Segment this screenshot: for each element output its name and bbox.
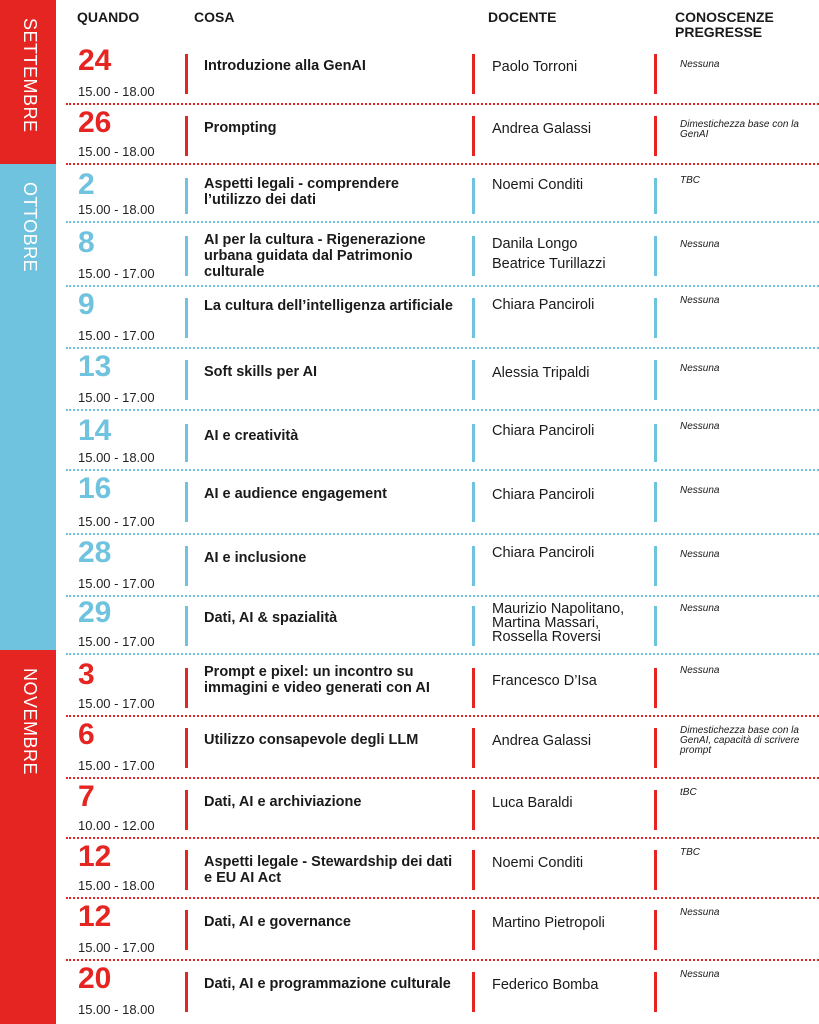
- session-teacher: [492, 422, 642, 440]
- session-prerequisites: Nessuna: [680, 907, 720, 918]
- teacher-name: Rossella Roversi: [492, 629, 601, 645]
- column-separator: [654, 668, 657, 708]
- session-row: [0, 288, 819, 348]
- session-row: [0, 44, 819, 104]
- column-separator: [472, 790, 475, 830]
- column-separator: [185, 606, 188, 646]
- session-day: 16: [78, 472, 112, 505]
- column-separator: [654, 728, 657, 768]
- session-time: 15.00 - 17.00: [78, 266, 155, 281]
- session-day: 6: [78, 718, 95, 751]
- column-separator: [654, 482, 657, 522]
- session-time: 15.00 - 18.00: [78, 84, 155, 99]
- session-row: [0, 658, 819, 716]
- session-day: 8: [78, 226, 95, 259]
- session-prerequisites: Nessuna: [680, 363, 720, 374]
- session-day: 28: [78, 536, 112, 569]
- session-prerequisites: Nessuna: [680, 603, 720, 614]
- session-teacher: [492, 602, 642, 644]
- session-topic: Soft skills per AI: [204, 364, 318, 380]
- session-row: [0, 718, 819, 778]
- teacher-name: Noemi Conditi: [492, 855, 584, 871]
- session-row: [0, 780, 819, 838]
- row-divider: [66, 959, 819, 961]
- row-divider: [66, 347, 819, 349]
- session-topic: La cultura dell’intelligenza artificiale: [204, 298, 453, 314]
- session-prerequisites: Nessuna: [680, 665, 720, 676]
- column-separator: [654, 606, 657, 646]
- session-row: [0, 840, 819, 898]
- session-prerequisites: Dimestichezza base con la GenAI: [680, 119, 799, 140]
- teacher-name: Chiara Panciroli: [492, 545, 595, 561]
- session-day: 26: [78, 106, 112, 139]
- session-teacher: [492, 732, 642, 750]
- column-separator: [654, 972, 657, 1012]
- column-separator: [654, 236, 657, 276]
- session-topic: AI e creatività: [204, 428, 299, 444]
- session-topic: Utilizzo consapevole degli LLM: [204, 732, 419, 748]
- session-prerequisites: Nessuna: [680, 239, 720, 250]
- session-day: 9: [78, 288, 95, 321]
- session-row: [0, 900, 819, 960]
- column-separator: [185, 910, 188, 950]
- session-prerequisites: Nessuna: [680, 549, 720, 560]
- row-divider: [66, 897, 819, 899]
- session-time: 15.00 - 18.00: [78, 144, 155, 159]
- column-separator: [185, 850, 188, 890]
- column-separator: [654, 910, 657, 950]
- column-separator: [185, 236, 188, 276]
- session-time: 15.00 - 17.00: [78, 576, 155, 591]
- session-prerequisites: Nessuna: [680, 421, 720, 432]
- session-row: [0, 962, 819, 1022]
- session-row: [0, 168, 819, 222]
- teacher-name: Maurizio Napolitano,: [492, 601, 625, 617]
- session-prerequisites: Nessuna: [680, 969, 720, 980]
- session-topic: Dati, AI e archiviazione: [204, 794, 362, 810]
- session-prerequisites: TBC: [680, 847, 700, 858]
- session-time: 10.00 - 12.00: [78, 818, 155, 833]
- session-time: 15.00 - 18.00: [78, 202, 155, 217]
- session-time: 15.00 - 17.00: [78, 328, 155, 343]
- session-topic: Aspetti legale - Stewardship dei dati e EU AI Act: [204, 854, 453, 886]
- teacher-name: Martina Massari,: [492, 615, 600, 631]
- session-time: 15.00 - 17.00: [78, 634, 155, 649]
- session-teacher: [492, 854, 642, 872]
- session-day: 13: [78, 350, 112, 383]
- column-separator: [472, 668, 475, 708]
- teacher-name: Francesco D’Isa: [492, 673, 597, 689]
- session-teacher: [492, 794, 642, 812]
- session-teacher: [492, 58, 642, 76]
- session-topic: Introduzione alla GenAI: [204, 58, 366, 74]
- teacher-name: Federico Bomba: [492, 977, 599, 993]
- session-row: [0, 414, 819, 470]
- session-teacher: [492, 296, 642, 314]
- session-topic: Dati, AI e governance: [204, 914, 351, 930]
- row-divider: [66, 715, 819, 717]
- column-separator: [654, 790, 657, 830]
- session-time: 15.00 - 17.00: [78, 514, 155, 529]
- session-prerequisites: tBC: [680, 787, 697, 798]
- column-separator: [472, 116, 475, 156]
- row-divider: [66, 533, 819, 535]
- column-separator: [472, 728, 475, 768]
- session-teacher: [492, 120, 642, 138]
- column-separator: [472, 178, 475, 214]
- session-row: [0, 106, 819, 164]
- session-time: 15.00 - 17.00: [78, 758, 155, 773]
- month-label: SETTEMBRE: [20, 18, 40, 133]
- column-separator: [185, 728, 188, 768]
- session-topic: AI e audience engagement: [204, 486, 387, 502]
- session-row: [0, 472, 819, 534]
- teacher-name: Martino Pietropoli: [492, 915, 605, 931]
- session-topic: Dati, AI e programmazione culturale: [204, 976, 451, 992]
- session-topic: Prompting: [204, 120, 277, 136]
- session-day: 20: [78, 962, 112, 995]
- session-prerequisites: Nessuna: [680, 59, 720, 70]
- row-divider: [66, 103, 819, 105]
- header-when: QUANDO: [77, 9, 140, 25]
- teacher-name: Paolo Torroni: [492, 59, 578, 75]
- session-row: [0, 226, 819, 286]
- month-label: OTTOBRE: [20, 182, 40, 273]
- column-separator: [185, 668, 188, 708]
- session-day: 24: [78, 44, 112, 77]
- column-separator: [654, 360, 657, 400]
- session-teacher: [492, 176, 642, 194]
- column-separator: [185, 116, 188, 156]
- column-separator: [472, 482, 475, 522]
- session-prerequisites: TBC: [680, 175, 700, 186]
- column-separator: [472, 54, 475, 94]
- column-separator: [654, 850, 657, 890]
- session-time: 15.00 - 17.00: [78, 940, 155, 955]
- column-separator: [654, 546, 657, 586]
- row-divider: [66, 837, 819, 839]
- column-separator: [472, 360, 475, 400]
- session-day: 3: [78, 658, 95, 691]
- teacher-name: Andrea Galassi: [492, 121, 592, 137]
- teacher-name: Noemi Conditi: [492, 177, 584, 193]
- session-topic: AI e inclusione: [204, 550, 307, 566]
- column-separator: [185, 178, 188, 214]
- column-separator: [472, 236, 475, 276]
- row-divider: [66, 777, 819, 779]
- column-separator: [472, 546, 475, 586]
- session-prerequisites: Nessuna: [680, 485, 720, 496]
- teacher-name: Chiara Panciroli: [492, 423, 595, 439]
- teacher-name: Andrea Galassi: [492, 733, 592, 749]
- column-separator: [185, 790, 188, 830]
- teacher-name: Beatrice Turillazzi: [492, 256, 606, 272]
- month-label: NOVEMBRE: [20, 668, 40, 776]
- session-topic: Prompt e pixel: un incontro su immagini e video generati con AI: [204, 664, 430, 696]
- session-row: [0, 350, 819, 410]
- teacher-name: Chiara Panciroli: [492, 297, 595, 313]
- column-separator: [654, 116, 657, 156]
- session-topic: Aspetti legali - comprendere l’utilizzo dei dati: [204, 176, 399, 208]
- session-teacher: [492, 544, 642, 562]
- header-knowledge: CONOSCENZE PREGRESSE: [675, 9, 774, 40]
- session-time: 15.00 - 18.00: [78, 1002, 155, 1017]
- column-separator: [185, 54, 188, 94]
- teacher-name: Alessia Tripaldi: [492, 365, 590, 381]
- column-separator: [472, 606, 475, 646]
- session-teacher: [492, 234, 642, 274]
- session-day: 7: [78, 780, 95, 813]
- session-time: 15.00 - 18.00: [78, 450, 155, 465]
- teacher-name: Luca Baraldi: [492, 795, 573, 811]
- session-time: 15.00 - 18.00: [78, 878, 155, 893]
- column-separator: [472, 298, 475, 338]
- session-row: [0, 536, 819, 596]
- session-day: 14: [78, 414, 112, 447]
- session-teacher: [492, 976, 642, 994]
- column-separator: [185, 972, 188, 1012]
- session-time: 15.00 - 17.00: [78, 696, 155, 711]
- column-separator: [185, 360, 188, 400]
- session-teacher: [492, 364, 642, 382]
- teacher-name: Chiara Panciroli: [492, 487, 595, 503]
- session-day: 12: [78, 840, 112, 873]
- column-separator: [472, 850, 475, 890]
- session-day: 12: [78, 900, 112, 933]
- row-divider: [66, 163, 819, 165]
- column-separator: [185, 298, 188, 338]
- column-separator: [185, 546, 188, 586]
- column-separator: [472, 972, 475, 1012]
- row-divider: [66, 469, 819, 471]
- session-row: [0, 596, 819, 654]
- session-topic: AI per la cultura - Rigenerazione urbana guidata dal Patrimonio culturale: [204, 232, 426, 280]
- session-teacher: [492, 672, 642, 690]
- session-day: 2: [78, 168, 95, 201]
- table-header: [0, 10, 819, 46]
- row-divider: [66, 285, 819, 287]
- session-teacher: [492, 914, 642, 932]
- column-separator: [654, 54, 657, 94]
- session-prerequisites: Nessuna: [680, 295, 720, 306]
- header-teacher: DOCENTE: [488, 9, 557, 25]
- row-divider: [66, 221, 819, 223]
- session-time: 15.00 - 17.00: [78, 390, 155, 405]
- column-separator: [185, 424, 188, 462]
- session-teacher: [492, 486, 642, 504]
- session-prerequisites: Dimestichezza base con la GenAI, capacità di scrivere prompt: [680, 725, 800, 756]
- session-topic: Dati, AI & spazialità: [204, 610, 338, 626]
- column-separator: [472, 910, 475, 950]
- row-divider: [66, 409, 819, 411]
- column-separator: [654, 298, 657, 338]
- row-divider: [66, 653, 819, 655]
- column-separator: [472, 424, 475, 462]
- session-day: 29: [78, 596, 112, 629]
- column-separator: [654, 424, 657, 462]
- teacher-name: Danila Longo: [492, 236, 578, 252]
- column-separator: [185, 482, 188, 522]
- column-separator: [654, 178, 657, 214]
- header-what: COSA: [194, 9, 235, 25]
